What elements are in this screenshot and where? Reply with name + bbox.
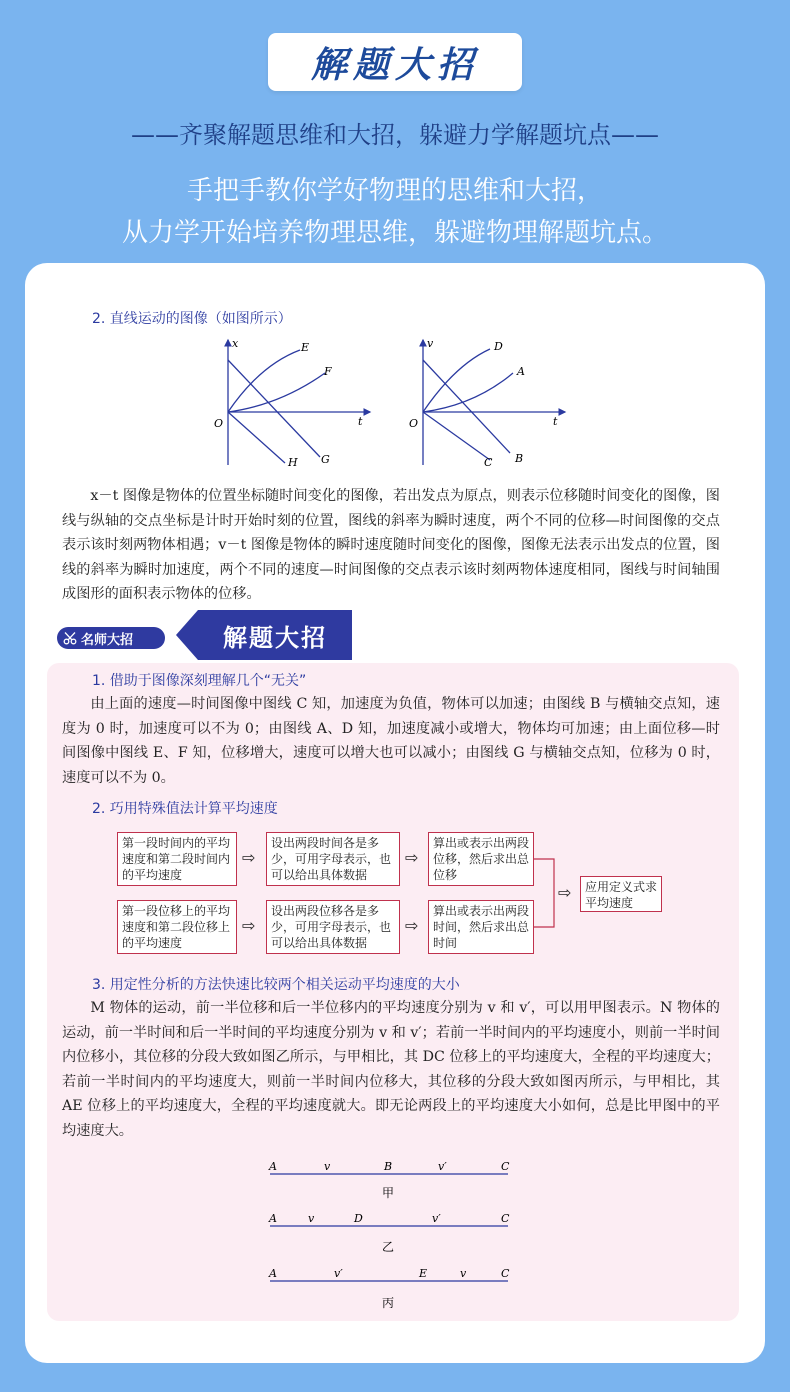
seg3-label-v1: v <box>460 1267 467 1280</box>
vt-line-c-label: C <box>484 456 493 469</box>
seg1-label-v2: v′ <box>438 1160 447 1173</box>
vt-line-d-label: D <box>494 340 503 353</box>
tips-item-3-heading: 3. 用定性分析的方法快速比较两个相关运动平均速度的大小 <box>92 977 460 993</box>
flow-arrow-icon: ⇨ <box>242 848 256 867</box>
tips-banner-label: 解题大招 <box>223 623 327 652</box>
seg1-label-a: A <box>269 1160 277 1173</box>
seg3-label-c: C <box>501 1267 510 1280</box>
flow-box-r2-c2: 设出两段位移各是多少，可用字母表示，也可以给出具体数据 <box>266 900 400 954</box>
seg3-label-e: E <box>419 1267 428 1280</box>
seg1-label-v1: v <box>324 1160 331 1173</box>
section-2-paragraph: x－t 图像是物体的位置坐标随时间变化的图像，若出发点为原点，则表示位移随时间变化的图像，图线与纵轴的交点坐标是计时开始时刻的位置，图线的斜率为瞬时速度，两个不同的位移—时间图像的交点表示该时刻两物体相遇；v－t 图像是物体的瞬时速度随时间变化的图像，图像无法表示出发点的位置，图线的斜率为瞬时加速度，两个不同的速度—时间图像的交点表示该时刻两物体速度相同，图线与时间轴围成图形的面积表示物体的位移。 <box>62 488 720 602</box>
flow-box-r2-c1: 第一段位移上的平均速度和第二段位移上的平均速度 <box>117 900 237 954</box>
vt-graph <box>405 335 570 470</box>
seg2-label-a: A <box>269 1212 277 1225</box>
tips-item-2-heading: 2. 巧用特殊值法计算平均速度 <box>92 801 278 817</box>
xt-y-axis-label: x <box>232 337 239 350</box>
xt-line-g-label: G <box>321 453 330 466</box>
page-title: 解题大招 <box>310 44 479 86</box>
tips-banner <box>176 610 352 660</box>
seg1-label-b: B <box>384 1160 393 1173</box>
flow-box-result: 应用定义式求平均速度 <box>580 876 662 912</box>
title-pill <box>268 33 522 91</box>
section-2-heading: 2. 直线运动的图像（如图所示） <box>92 311 292 327</box>
xt-x-axis-label: t <box>358 415 363 428</box>
seg2-caption: 乙 <box>382 1240 395 1254</box>
xt-origin-label: O <box>214 417 224 430</box>
tips-item-1-text: 由上面的速度—时间图像中图线 C 知，加速度为负值，物体可以加速；由图线 B 与横轴交点知，速度为 0 时，加速度可以不为 0；由图线 A、D 知，加速度减小或增大，物体均可加速；由上面位移—时间图像中图线 E、F 知，位移增大，速度可以增大也可以减小；由图线 G 与横轴交点知，位移为 0 时，速度可以不为 0。 <box>62 696 720 786</box>
xt-line-e-label: E <box>301 341 310 354</box>
xt-line-h-label: H <box>288 456 298 469</box>
vt-origin-label: O <box>409 417 419 430</box>
vt-line-b-label: B <box>515 452 524 465</box>
vt-x-axis-label: t <box>553 415 558 428</box>
segment-diagrams <box>260 1155 520 1315</box>
flow-arrow-icon: ⇨ <box>242 916 256 935</box>
flow-box-r1-c3: 算出或表示出两段位移，然后求出总位移 <box>428 832 534 886</box>
vt-line-a-label: A <box>517 365 525 378</box>
seg2-label-c: C <box>501 1212 510 1225</box>
tips-badge-label: 名师大招 <box>81 632 134 648</box>
xt-graph <box>210 335 375 470</box>
flow-box-r2-c3: 算出或表示出两段时间，然后求出总时间 <box>428 900 534 954</box>
seg3-label-v2: v′ <box>334 1267 343 1280</box>
flow-box-r1-c1: 第一段时间内的平均速度和第二段时间内的平均速度 <box>117 832 237 886</box>
xt-line-f-label: F <box>324 365 332 378</box>
seg3-caption: 丙 <box>382 1296 395 1310</box>
seg1-label-c: C <box>501 1160 510 1173</box>
scissors-icon <box>63 631 77 645</box>
seg3-label-a: A <box>269 1267 277 1280</box>
flow-arrow-icon: ⇨ <box>405 848 419 867</box>
vt-y-axis-label: v <box>427 337 434 350</box>
seg1-caption: 甲 <box>382 1186 395 1200</box>
tips-item-1-heading: 1. 借助于图像深刻理解几个“无关” <box>92 673 307 689</box>
tips-badge <box>57 627 165 649</box>
intro-line-2: 从力学开始培养物理思维，躲避物理解题坑点。 <box>121 218 668 248</box>
flow-arrow-icon: ⇨ <box>405 916 419 935</box>
seg2-label-d: D <box>354 1212 363 1225</box>
seg2-label-v1: v <box>308 1212 315 1225</box>
flow-box-r1-c2: 设出两段时间各是多少，可用字母表示，也可以给出具体数据 <box>266 832 400 886</box>
flow-arrow-icon: ⇨ <box>558 883 572 902</box>
subtitle: ——齐聚解题思维和大招，躲避力学解题坑点—— <box>131 121 659 149</box>
intro-line-1: 手把手教你学好物理的思维和大招， <box>186 176 603 206</box>
tips-item-3-text: M 物体的运动，前一半位移和后一半位移内的平均速度分别为 v 和 v′，可以用甲图表示。N 物体的运动，前一半时间和后一半时间的平均速度分别为 v 和 v′；若前一半时间内的平均速度小，则前一半时间内位移小，其位移的分段大致如图乙所示，与甲相比，其 DC 位移上的平均速度大，全程的平均速度大；若前一半时间内的平均速度大，则前一半时间内位移大，其位移的分段大致如图丙所示，与甲相比，其 AE 位移上的平均速度大，全程的平均速度就大。即无论两段上的平均速度大小如何，总是比甲图中的平均速度大。 <box>62 1000 720 1139</box>
seg2-label-v2: v′ <box>432 1212 441 1225</box>
